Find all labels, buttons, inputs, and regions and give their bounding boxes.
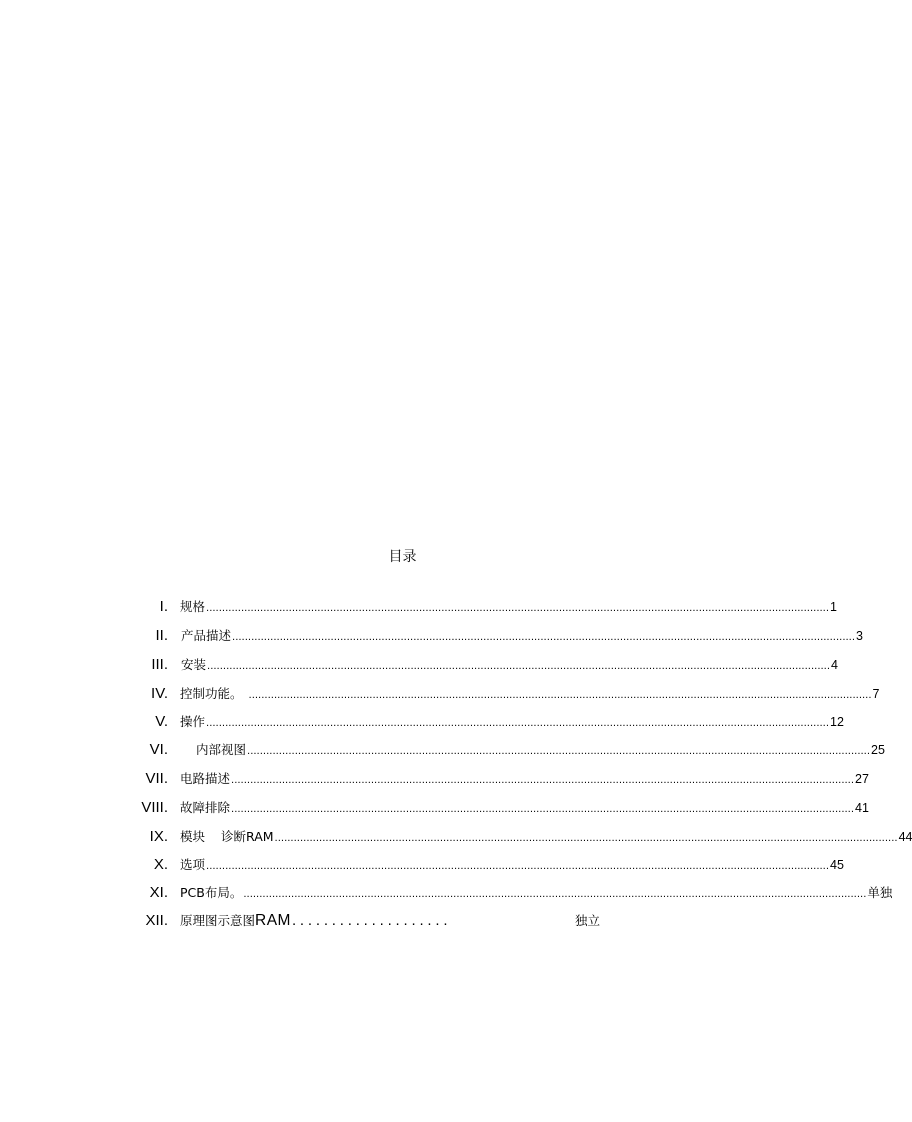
toc-leader-dots: ....................................................................................................................................................................................................	[231, 804, 855, 815]
toc-entry-title: 内部视图	[196, 742, 247, 757]
toc-entry[interactable]	[0, 685, 880, 703]
toc-entry-title-extra: 诊断RAM	[221, 829, 274, 844]
toc-entry[interactable]	[0, 912, 805, 930]
toc-entry-title: 控制功能。	[180, 686, 243, 701]
toc-entry-title: PCB布局。	[180, 885, 243, 900]
toc-entry-title: 选项	[180, 857, 206, 872]
toc-heading: 目录	[388, 549, 417, 565]
toc-entry-page: 3	[856, 629, 863, 643]
toc-entry[interactable]	[0, 656, 838, 674]
toc-entry-title-extra: RAM	[255, 912, 291, 929]
toc-entry[interactable]	[0, 627, 863, 645]
toc-entry-title: 故障排除	[180, 800, 231, 815]
toc-entry-title: 产品描述	[181, 628, 232, 643]
toc-entry[interactable]	[0, 713, 844, 731]
toc-entry-page: 单独	[867, 886, 893, 900]
toc-leader-dots: ....................................................................................................................................................................................................	[232, 632, 856, 643]
toc-entry-page: 44	[898, 830, 912, 844]
toc-entry-number: VI.	[149, 741, 168, 758]
toc-entry[interactable]	[0, 770, 869, 788]
toc-entry-page: 4	[831, 658, 838, 672]
toc-leader-dots: ....................................................................................................................................................................................................	[207, 661, 831, 672]
toc-entry[interactable]	[0, 856, 844, 874]
toc-entry-page: 1	[830, 600, 837, 614]
toc-entry-number: II.	[155, 627, 168, 644]
toc-entry-title: 操作	[180, 714, 206, 729]
toc-leader-dots: ....................................................................................................................................................................................................	[274, 833, 898, 844]
toc-entry-page: 45	[830, 858, 844, 872]
toc-entry-number: V.	[155, 713, 168, 730]
toc-leader-dots: ....................................................................................................................................................................................................	[248, 690, 872, 701]
toc-entry-title: 模块	[180, 829, 206, 844]
toc-entry-title: 电路描述	[180, 771, 231, 786]
toc-entry-number: X.	[153, 856, 168, 873]
toc-leader-dots: ....................................................................................................................................................................................................	[231, 775, 855, 786]
toc-entry[interactable]	[0, 884, 893, 902]
toc-entry-number: XII.	[145, 912, 168, 929]
toc-entry-page: 41	[855, 801, 869, 815]
toc-entry-number: IV.	[151, 685, 168, 702]
toc-entry-page: 25	[871, 743, 885, 757]
toc-entry-page: 独立	[574, 914, 600, 928]
toc-entry-number: IX.	[149, 828, 168, 845]
toc-leader-dots: ....................................................................................................................................................................................................	[206, 603, 830, 614]
toc-entry-page: 7	[872, 687, 880, 701]
toc-leader-dots: ....................................................................................................................................................................................................	[243, 889, 867, 900]
toc-leader-dots: ....................................................................................................................................................................................................	[206, 861, 830, 872]
toc-entry[interactable]	[0, 741, 885, 759]
toc-entry-number: VIII.	[141, 799, 168, 816]
toc-leader-dots: ....................	[291, 912, 452, 929]
toc-entry[interactable]	[0, 828, 912, 846]
toc-entry-page: 27	[855, 772, 869, 786]
toc-entry-number: VII.	[145, 770, 168, 787]
toc-entry-number: XI.	[149, 884, 168, 901]
toc-entry-page: 12	[830, 715, 844, 729]
toc-entry[interactable]	[0, 598, 837, 616]
toc-leader-dots: ....................................................................................................................................................................................................	[206, 718, 830, 729]
toc-entry-title: 安装	[181, 657, 207, 672]
toc-leader-dots: ....................................................................................................................................................................................................	[247, 746, 871, 757]
toc-entry-title: 原理图示意图	[180, 913, 256, 928]
toc-entry-title: 规格	[180, 599, 206, 614]
toc-entry-number: I.	[159, 598, 168, 615]
toc-entry[interactable]	[0, 799, 869, 817]
toc-entry-number: III.	[151, 656, 168, 673]
